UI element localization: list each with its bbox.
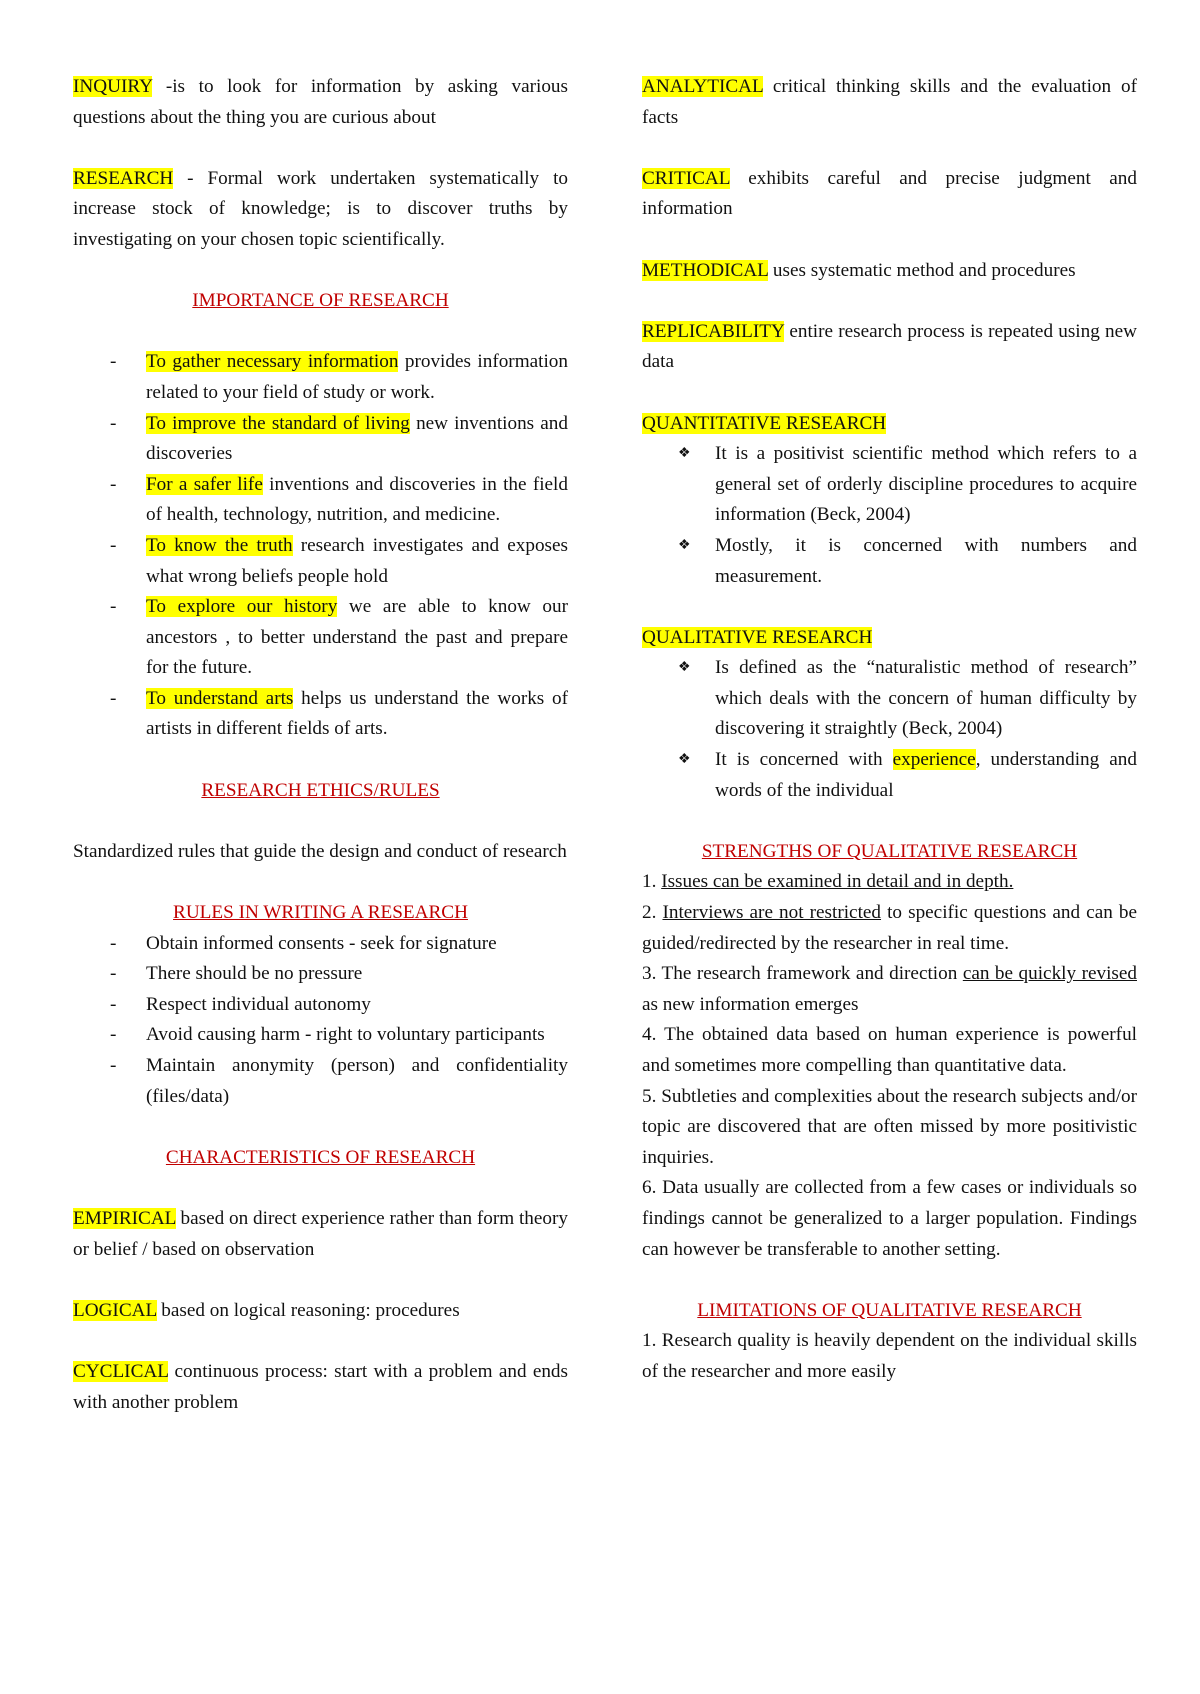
list-item: ❖ It is concerned with experience, understanding and words of the individual bbox=[642, 745, 1137, 806]
list-item: - For a safer life inventions and discoveries in the field of health, technology, nutrition, and medicine. bbox=[110, 473, 568, 526]
critical-definition: CRITICAL exhibits careful and precise judgment and information bbox=[642, 167, 1137, 220]
list-item: - Obtain informed consents - seek for signature bbox=[110, 932, 497, 954]
quantitative-list bbox=[642, 439, 1137, 592]
list-item: - To improve the standard of living new inventions and discoveries bbox=[110, 412, 568, 465]
inquiry-definition: INQUIRY -is to look for information by asking various questions about the thing you are curious about bbox=[73, 76, 568, 128]
right-column bbox=[642, 72, 1137, 1388]
list-item: - Avoid causing harm - right to voluntary participants bbox=[110, 1024, 545, 1046]
strength-6: 6. Data usually are collected from a few cases or individuals so findings cannot be generalized to a larger population. Findings can however be transferable to another setting. bbox=[642, 1177, 1137, 1260]
empirical-definition: EMPIRICAL based on direct experience rather than form theory or belief / based on observation bbox=[73, 1207, 568, 1260]
strength-1: 1. Issues can be examined in detail and in depth. bbox=[642, 871, 1014, 893]
list-item: - Respect individual autonomy bbox=[110, 993, 371, 1015]
ethics-text: Standardized rules that guide the design and conduct of research bbox=[73, 840, 567, 862]
quantitative-heading: QUANTITATIVE RESEARCH bbox=[642, 412, 887, 434]
diamond-bullet-icon: ❖ bbox=[678, 446, 691, 462]
replicability-definition: REPLICABILITY entire research process is repeated using new data bbox=[642, 320, 1137, 373]
inquiry-term: INQUIRY bbox=[73, 76, 153, 97]
list-item: - To know the truth research investigates and exposes what wrong beliefs people hold bbox=[110, 534, 568, 587]
analytical-definition: ANALYTICAL critical thinking skills and the evaluation of facts bbox=[642, 76, 1137, 128]
logical-definition: LOGICAL based on logical reasoning: procedures bbox=[73, 1299, 460, 1321]
list-item: - To explore our history we are able to know our ancestors , to better understand the past and prepare for the future. bbox=[110, 596, 568, 679]
strength-2: 2. Interviews are not restricted to specific questions and can be guided/redirected by the researcher in real time. bbox=[642, 902, 1137, 954]
ethics-heading: RESEARCH ETHICS/RULES bbox=[201, 779, 440, 801]
list-item: ❖ Mostly, it is concerned with numbers and measurement. bbox=[642, 531, 1137, 592]
diamond-bullet-icon: ❖ bbox=[678, 537, 691, 553]
strengths-heading: STRENGTHS OF QUALITATIVE RESEARCH bbox=[701, 840, 1078, 862]
importance-heading: IMPORTANCE OF RESEARCH bbox=[192, 290, 449, 312]
diamond-bullet-icon: ❖ bbox=[678, 660, 691, 676]
research-definition: RESEARCH - Formal work undertaken systematically to increase stock of knowledge; is to discover truths by investigating on your chosen topic scientifically. bbox=[73, 167, 568, 250]
list-item: - There should be no pressure bbox=[110, 963, 363, 985]
rules-list bbox=[73, 929, 568, 1113]
list-item: ❖ It is a positivist scientific method which refers to a general set of orderly discipline procedures to acquire information (Beck, 2004) bbox=[642, 439, 1137, 531]
rules-heading: RULES IN WRITING A RESEARCH bbox=[173, 902, 468, 924]
list-item: - To understand arts helps us understand the works of artists in different fields of arts. bbox=[110, 687, 569, 740]
qualitative-heading: QUALITATIVE RESEARCH bbox=[642, 626, 873, 648]
qualitative-list bbox=[642, 653, 1137, 806]
list-item: - Maintain anonymity (person) and confidentiality (files/data) bbox=[110, 1055, 568, 1107]
diamond-bullet-icon: ❖ bbox=[678, 752, 691, 768]
strength-3: 3. The research framework and direction can be quickly revised as new information emerges bbox=[642, 963, 1137, 1015]
strength-5: 5. Subtleties and complexities about the research subjects and/or topic are discovered that are often missed by more positivistic inquiries. bbox=[642, 1085, 1138, 1168]
methodical-definition: METHODICAL uses systematic method and procedures bbox=[642, 259, 1076, 281]
characteristics-heading: CHARACTERISTICS OF RESEARCH bbox=[165, 1146, 476, 1168]
left-column bbox=[73, 72, 568, 1418]
limitation-1: 1. Research quality is heavily dependent on the individual skills of the researcher and more easily bbox=[642, 1330, 1137, 1382]
importance-list bbox=[73, 347, 568, 745]
research-term: RESEARCH bbox=[73, 167, 174, 189]
limitations-heading: LIMITATIONS OF QUALITATIVE RESEARCH bbox=[697, 1299, 1082, 1321]
strength-4: 4. The obtained data based on human experience is powerful and sometimes more compelling than quantitative data. bbox=[642, 1024, 1137, 1076]
list-item: - To gather necessary information provides information related to your field of study or work. bbox=[110, 351, 568, 403]
cyclical-definition: CYCLICAL continuous process: start with a problem and ends with another problem bbox=[73, 1360, 568, 1413]
list-item: ❖ Is defined as the “naturalistic method of research” which deals with the concern of human difficulty by discovering it straightly (Beck, 2004) bbox=[642, 653, 1137, 745]
